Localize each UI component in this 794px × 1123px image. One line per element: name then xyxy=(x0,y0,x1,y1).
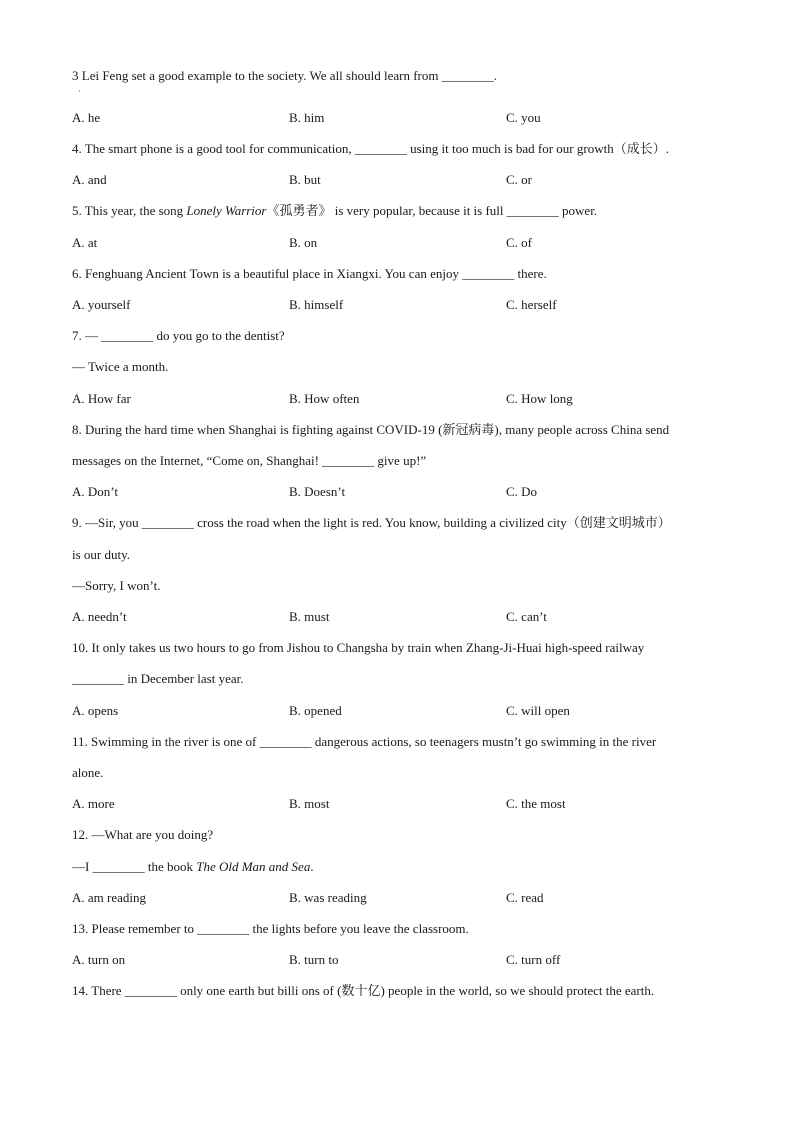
q4-option-c: C. or xyxy=(506,172,532,187)
question-9-reply: —Sorry, I won’t. xyxy=(72,578,161,593)
question-13-stem: 13. Please remember to ________ the lights before you leave the classroom. xyxy=(72,921,469,936)
q5-option-c: C. of xyxy=(506,235,532,250)
q10-option-a: A. opens xyxy=(72,703,119,718)
question-6-stem: 6. Fenghuang Ancient Town is a beautiful place in Xiangxi. You can enjoy ________ there. xyxy=(72,266,547,281)
q5-option-b: B. on xyxy=(289,235,318,250)
q12-book-title: The Old Man and Sea xyxy=(196,859,311,874)
q6-option-c: C. herself xyxy=(506,297,557,312)
q13-option-b: B. turn to xyxy=(289,952,339,967)
q5-text-before: 5. This year, the song xyxy=(72,203,187,218)
q12-option-b: B. was reading xyxy=(289,890,367,905)
q8-option-c: C. Do xyxy=(506,484,538,499)
question-5-stem xyxy=(72,203,597,219)
q8-option-a: A. Don’t xyxy=(72,484,118,499)
q5-option-a: A. at xyxy=(72,235,98,250)
q10-option-b: B. opened xyxy=(289,703,342,718)
q3-option-b: B. him xyxy=(289,110,325,125)
stray-dot: · xyxy=(78,87,81,96)
q13-option-a: A. turn on xyxy=(72,952,126,967)
q5-song-title: Lonely Warrior xyxy=(186,203,267,218)
q7-option-a: A. How far xyxy=(72,391,131,406)
q11-option-b: B. most xyxy=(289,796,330,811)
question-3-stem: 3 Lei Feng set a good example to the society. We all should learn from ________. xyxy=(72,68,497,83)
q3-option-a: A. he xyxy=(72,110,101,125)
question-12-stem: 12. —What are you doing? xyxy=(72,827,214,842)
q9-option-a: A. needn’t xyxy=(72,609,127,624)
q3-option-c: C. you xyxy=(506,110,541,125)
question-7-reply: — Twice a month. xyxy=(72,359,169,374)
q5-text-after: 《孤勇者》 is very popular, because it is full ________ power. xyxy=(266,203,598,218)
q4-option-b: B. but xyxy=(289,172,321,187)
q8-option-b: B. Doesn’t xyxy=(289,484,346,499)
q4-option-a: A. and xyxy=(72,172,107,187)
question-10-stem-cont: ________ in December last year. xyxy=(72,671,244,686)
q9-option-c: C. can’t xyxy=(506,609,547,624)
q11-option-a: A. more xyxy=(72,796,115,811)
q9-option-b: B. must xyxy=(289,609,330,624)
question-9-stem: 9. —Sir, you ________ cross the road when the light is red. You know, building a civilized city（创建文明城市） xyxy=(72,515,671,530)
q12-option-a: A. am reading xyxy=(72,890,147,905)
q6-option-a: A. yourself xyxy=(72,297,131,312)
question-11-stem-cont: alone. xyxy=(72,765,104,780)
question-12-reply xyxy=(72,859,314,875)
question-8-stem: 8. During the hard time when Shanghai is fighting against COVID-19 (新冠病毒), many people across China send xyxy=(72,422,670,437)
question-10-stem: 10. It only takes us two hours to go from Jishou to Changsha by train when Zhang-Ji-Huai high-speed railway xyxy=(72,640,645,655)
q12-option-c: C. read xyxy=(506,890,544,905)
q11-option-c: C. the most xyxy=(506,796,566,811)
q6-option-b: B. himself xyxy=(289,297,344,312)
question-4-stem: 4. The smart phone is a good tool for communication, ________ using it too much is bad for our growth（成长）. xyxy=(72,141,669,156)
q12-text-after: . xyxy=(310,859,314,874)
question-9-stem-cont: is our duty. xyxy=(72,547,131,562)
question-14-stem: 14. There ________ only one earth but billi ons of (数十亿) people in the world, so we should protect the earth. xyxy=(72,983,655,998)
q7-option-c: C. How long xyxy=(506,391,573,406)
q7-option-b: B. How often xyxy=(289,391,360,406)
q13-option-c: C. turn off xyxy=(506,952,561,967)
q10-option-c: C. will open xyxy=(506,703,570,718)
q12-text-before: —I ________ the book xyxy=(72,859,197,874)
question-11-stem: 11. Swimming in the river is one of ________ dangerous actions, so teenagers mustn’t go swimming in the river xyxy=(72,734,657,749)
question-8-stem-cont: messages on the Internet, “Come on, Shanghai! ________ give up!” xyxy=(72,453,427,468)
question-7-stem: 7. — ________ do you go to the dentist? xyxy=(72,328,285,343)
